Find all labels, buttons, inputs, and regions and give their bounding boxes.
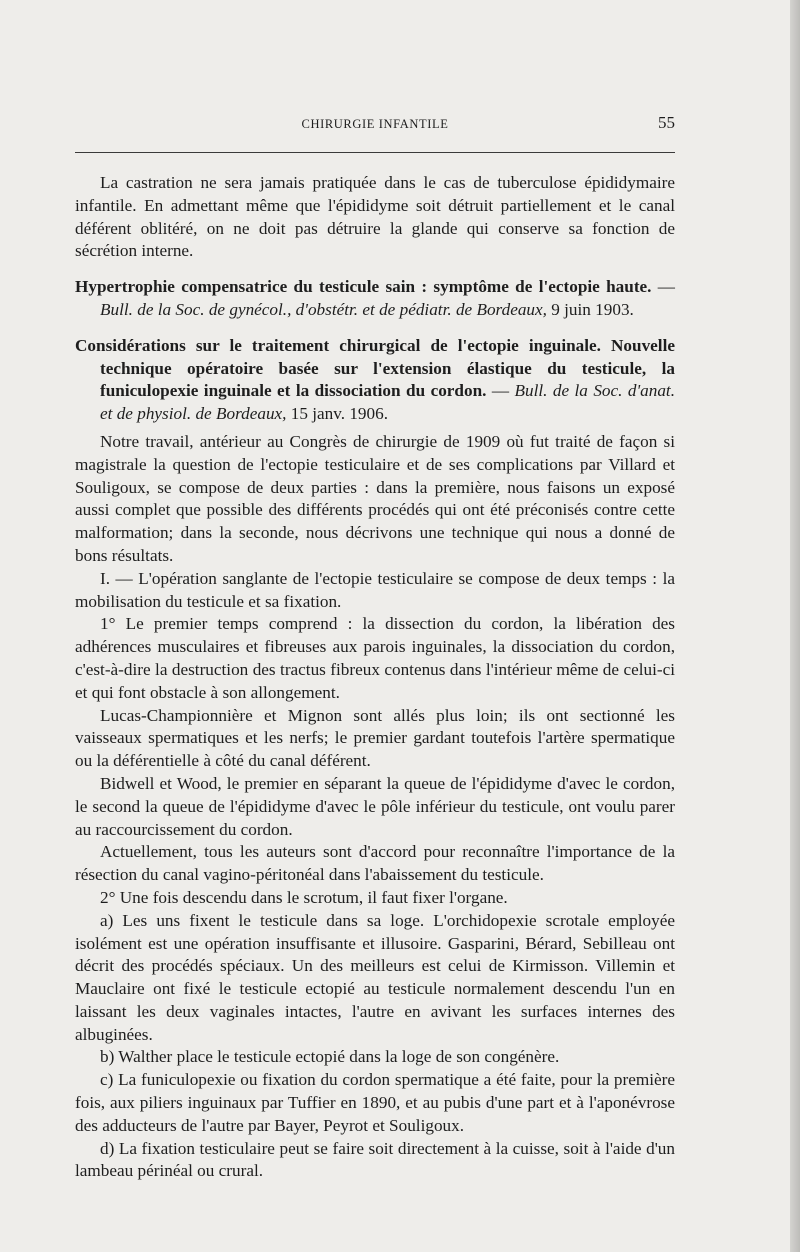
body-paragraph: Bidwell et Wood, le premier en séparant la queue de l'épididyme d'avec le cordon, le second la queue de l'épididyme d'avec le pôle inférieur du testicule, ont voulu parer au raccourcissement du cordon. [75,773,675,839]
page-edge-shadow [790,0,800,1252]
page-number: 55 [658,113,675,132]
reference-source: Bull. de la Soc. d'anat. et de physiol. de Bordeaux, [100,381,675,424]
reference-title: Considérations sur le traitement chirurgical de l'ectopie inguinale. Nouvelle technique opératoire basée sur l'extension élastique du testicule, la funiculopexie inguinale et la dissociation du cordon. [75,335,675,401]
body-paragraph: 2° Une fois descendu dans le scrotum, il faut fixer l'organe. [100,887,508,907]
body-paragraph: Lucas-Championnière et Mignon sont allés plus loin; ils ont sectionné les vaisseaux spermatiques et les nerfs; le premier gardant toutefois l'artère spermatique ou la déférentielle à côté du canal déférent. [75,705,675,771]
reference-source: Bull. de la Soc. de gynécol., d'obstétr. et de pédiatr. de Bordeaux, [100,299,547,319]
page-header [75,113,675,139]
body-paragraph: d) La fixation testiculaire peut se faire soit directement à la cuisse, soit à l'aide d'un lambeau périnéal ou crural. [75,1138,675,1181]
body-paragraph: I. — L'opération sanglante de l'ectopie testiculaire se compose de deux temps : la mobilisation du testicule et sa fixation. [75,568,675,611]
page-body [75,172,675,1183]
intro-paragraph: La castration ne sera jamais pratiquée dans le cas de tuberculose épididymaire infantile. En admettant même que l'épididyme soit détruit partiellement et le canal déférent oblitéré, on ne doit pas détruire la glande qui conserve sa fonction de sécrétion interne. [75,173,675,261]
body-paragraph: Notre travail, antérieur au Congrès de chirurgie de 1909 où fut traité de façon si magistrale la question de l'ectopie testiculaire et de ses complications par Villard et Souligoux, se compose de deux parties : dans la première, nous faisons un exposé aussi complet que possible des différents procédés qui ont été préconisés contre cette malformation; dans la seconde, nous décrivons une technique qui nous a donné de bons résultats. [75,431,675,565]
reference-entry [75,276,675,322]
reference-dash: — [486,381,515,401]
body-paragraph: 1° Le premier temps comprend : la dissection du cordon, la libération des adhérences musculaires et fibreuses aux parois inguinales, la dissociation du cordon, c'est-à-dire la destruction des tractus fibreux contenus dans l'intérieur même de celui-ci et qui font obstacle à son allongement. [75,614,675,702]
reference-dash: — [651,277,675,297]
running-title: CHIRURGIE INFANTILE [301,117,449,131]
body-paragraph: c) La funiculopexie ou fixation du cordon spermatique a été faite, pour la première fois, aux piliers inguinaux par Tuffier en 1890, et au pubis d'une part et à l'aponévrose des adducteurs de l'autre par Bayer, Peyrot et Souligoux. [75,1070,675,1135]
header-rule [75,152,675,153]
reference-entry [75,335,675,426]
reference-title: Hypertrophie compensatrice du testicule sain : symptôme de l'ectopie haute. [75,277,652,297]
body-paragraph: b) Walther place le testicule ectopié dans la loge de son congénère. [100,1047,560,1067]
reference-date: 15 janv. 1906. [286,404,388,424]
reference-date: 9 juin 1903. [546,299,634,319]
body-paragraph: a) Les uns fixent le testicule dans sa loge. L'orchidopexie scrotale employée isolément est une opération insuffisante et illusoire. Gasparini, Bérard, Sebilleau ont décrit des procédés spéciaux. Un des meilleurs est celui de Kirmisson. Villemin et Mauclaire ont fixé le testicule ectopié au testicule normalement descendu l'un en laissant les deux vaginales intactes, l'autre en avivant les surfaces internes des albuginées. [75,910,675,1044]
body-paragraph: Actuellement, tous les auteurs sont d'accord pour reconnaître l'importance de la résection du canal vagino-péritonéal dans l'abaissement du testicule. [75,842,675,885]
